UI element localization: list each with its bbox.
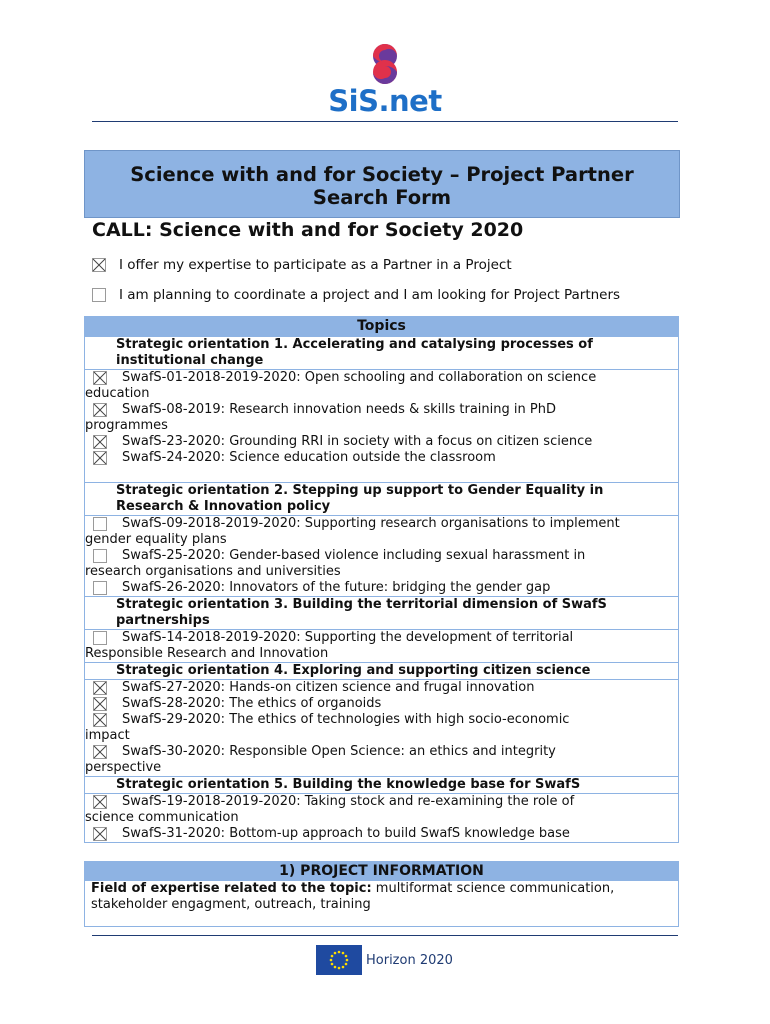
field-label: Field of expertise related to the topic: [91,881,372,896]
strategic-orientation-4: Strategic orientation 4. Exploring and supporting citizen science [85,662,678,679]
topic-item[interactable]: SwafS-29-2020: The ethics of technologies with high socio-economic impact [85,712,570,743]
sis-logo-icon [365,42,405,88]
topics-table [84,316,679,843]
strategic-orientation-1: Strategic orientation 1. Accelerating and catalysing processes of institutional change [85,336,678,369]
footer-rule [92,935,678,936]
footer [316,945,453,975]
checkbox-checked[interactable] [93,697,107,711]
checkbox-checked[interactable] [93,371,107,385]
checkbox-unchecked[interactable] [93,517,107,531]
option-label: I am planning to coordinate a project and I am looking for Project Partners [119,287,621,303]
topic-item[interactable]: SwafS-23-2020: Grounding RRI in society with a focus on citizen science [85,434,678,450]
project-information-header: 1) PROJECT INFORMATION [85,862,678,881]
topic-item[interactable]: SwafS-28-2020: The ethics of organoids [85,696,678,712]
title-line-2: Search Form [312,186,452,209]
topics-header: Topics [85,317,678,336]
topic-item[interactable]: SwafS-27-2020: Hands-on citizen science and frugal innovation [85,680,678,696]
header-rule [92,121,678,122]
strategic-orientation-3: Strategic orientation 3. Building the territorial dimension of SwafS partnerships [85,596,678,629]
field-value-cont: stakeholder engagment, outreach, training [91,897,371,912]
topic-list [85,369,678,482]
horizon-2020-label: Horizon 2020 [366,952,453,968]
call-heading: CALL: Science with and for Society 2020 [92,219,524,241]
topic-list [85,793,678,842]
checkbox-checked[interactable] [92,258,106,272]
field-value: multiformat science communication, [371,881,615,896]
checkbox-unchecked[interactable] [93,549,107,563]
topic-list [85,679,678,776]
topic-item[interactable]: SwafS-30-2020: Responsible Open Science: an ethics and integrity perspective [85,744,556,775]
checkbox-checked[interactable] [93,795,107,809]
topic-item[interactable]: SwafS-25-2020: Gender-based violence including sexual harassment in research organisations and universities [85,548,586,579]
title-line-1: Science with and for Society – Project Partner [130,163,634,186]
project-information [84,861,679,927]
topic-item[interactable]: SwafS-08-2019: Research innovation needs & skills training in PhD programmes [85,402,556,433]
topic-item[interactable]: SwafS-09-2018-2019-2020: Supporting research organisations to implement gender equality plans [85,516,620,547]
logo [0,42,770,118]
checkbox-unchecked[interactable] [92,288,106,302]
topic-item[interactable]: SwafS-14-2018-2019-2020: Supporting the development of territorial Responsible Research and Innovation [85,630,574,661]
checkbox-checked[interactable] [93,681,107,695]
strategic-orientation-5: Strategic orientation 5. Building the knowledge base for SwafS [85,776,678,793]
checkbox-checked[interactable] [93,403,107,417]
form-title [84,150,680,218]
topic-list [85,515,678,596]
checkbox-checked[interactable] [93,435,107,449]
topic-item[interactable]: SwafS-01-2018-2019-2020: Open schooling and collaboration on science education [85,370,597,401]
checkbox-checked[interactable] [93,745,107,759]
option-offer-expertise[interactable] [92,257,512,273]
checkbox-checked[interactable] [93,713,107,727]
checkbox-unchecked[interactable] [93,631,107,645]
checkbox-checked[interactable] [93,827,107,841]
field-of-expertise[interactable] [85,881,678,913]
checkbox-unchecked[interactable] [93,581,107,595]
topic-item[interactable]: SwafS-24-2020: Science education outside the classroom [85,450,678,466]
checkbox-checked[interactable] [93,451,107,465]
option-label: I offer my expertise to participate as a Partner in a Project [119,257,512,273]
strategic-orientation-2: Strategic orientation 2. Stepping up support to Gender Equality in Research & Innovation policy [85,482,678,515]
topic-item[interactable]: SwafS-19-2018-2019-2020: Taking stock and re-examining the role of science communication [85,794,575,825]
topic-item[interactable]: SwafS-26-2020: Innovators of the future: bridging the gender gap [85,580,678,596]
logo-text: SiS.net [328,84,442,118]
topic-item[interactable]: SwafS-31-2020: Bottom-up approach to build SwafS knowledge base [85,826,678,842]
option-coordinate-project[interactable] [92,287,620,303]
topic-list [85,629,678,662]
eu-flag-icon [316,945,362,975]
